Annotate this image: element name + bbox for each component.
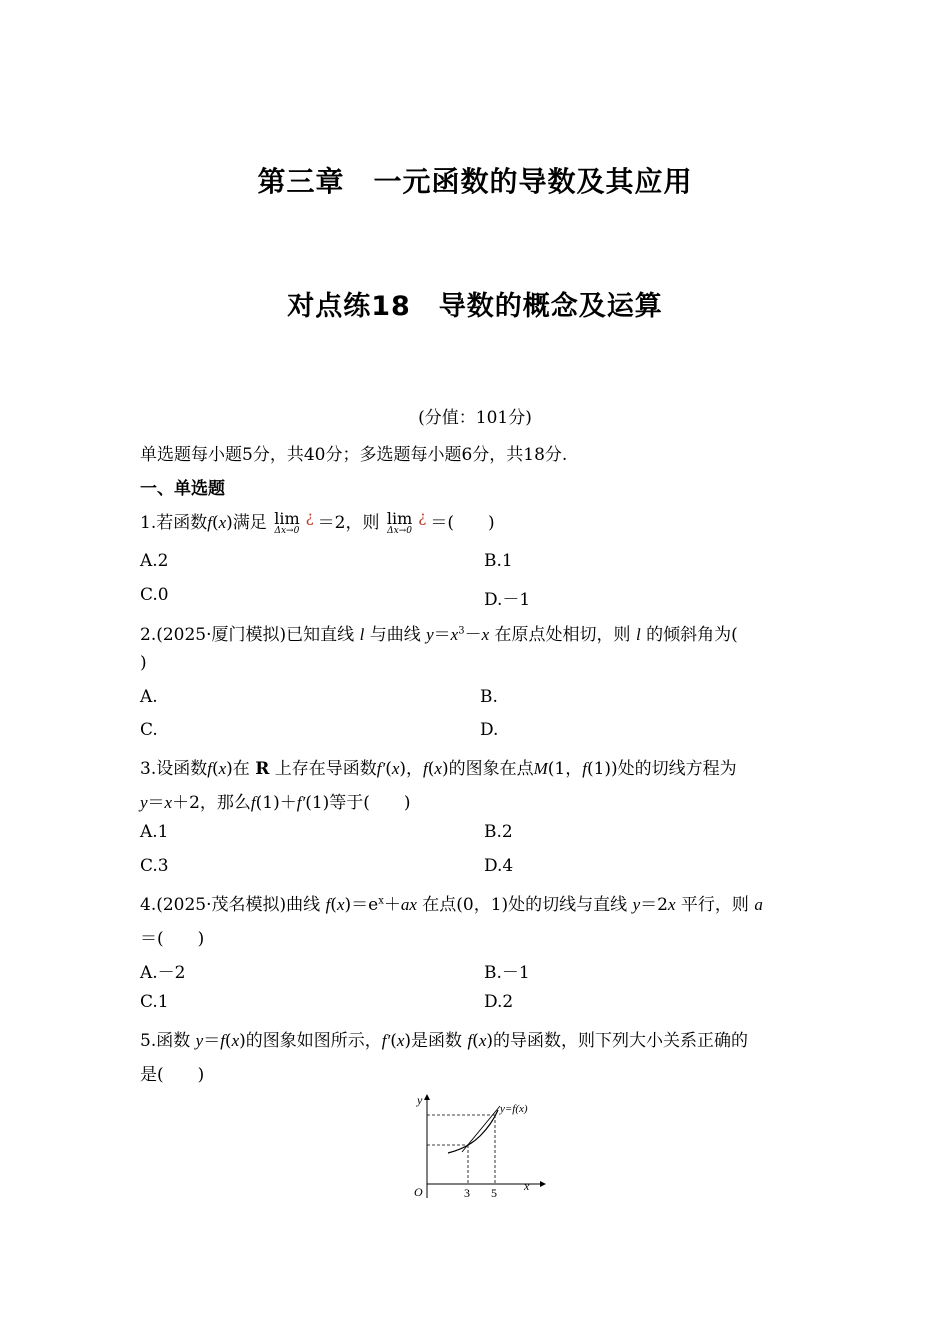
q2-option-a: A. <box>140 687 158 707</box>
score-info: (分值：101分) <box>418 408 532 428</box>
instructions: 单选题每小题5分，共40分；多选题每小题6分，共18分. <box>140 445 568 465</box>
question-2: 2.(2025·厦门模拟)已知直线 l 与曲线 $y=x^3-x$ 在原点处相切，则 l 的倾斜角为( <box>140 625 738 645</box>
question-4: 4.(2025·茂名模拟)曲线 $f(x)=e^x+ax$ 在点(0，1)处的切线与直线 y＝2x 平行，则 a <box>140 895 763 915</box>
question-3: 3.设函数f(x)在 R 上存在导函数f′(x)，f(x)的图象在点M(1，f(1))处的切线方程为 <box>140 759 737 779</box>
q1-option-c: C.0 <box>140 585 169 605</box>
q4-option-c: C.1 <box>140 992 169 1012</box>
q3-option-d: D.4 <box>484 856 514 876</box>
q3-option-c: C.3 <box>140 856 169 876</box>
q1-option-a: A.2 <box>140 551 169 571</box>
tick-label-3: 3 <box>464 1186 470 1200</box>
question-5-line-2: 是( ) <box>140 1065 205 1085</box>
curve-label: y=f(x) <box>500 1103 528 1115</box>
question-1: 1.若函数f(x)满足 lim Δx→0 ¿ ＝2，则 lim Δx→0 ¿ ＝( ) <box>140 508 495 536</box>
q1-option-b: B.1 <box>484 551 513 571</box>
q2-option-b: B. <box>480 687 498 707</box>
q4-option-d: D.2 <box>484 992 514 1012</box>
q3-option-b: B.2 <box>484 822 513 842</box>
section-title: 对点练18 导数的概念及运算 <box>287 291 663 322</box>
function-curve <box>448 1110 498 1153</box>
x-axis-label: x <box>524 1179 530 1193</box>
function-graph <box>400 1088 550 1200</box>
q4-option-b: B.－1 <box>484 963 530 983</box>
question-4-line-2: ＝( ) <box>140 929 205 949</box>
broken-formula-mark-2: ¿ <box>418 508 427 526</box>
y-axis-arrow-icon <box>424 1094 430 1100</box>
y-axis-label: y <box>417 1093 423 1107</box>
q2-option-d: D. <box>480 720 499 740</box>
broken-formula-mark-1: ¿ <box>305 508 314 526</box>
q1-option-d: D.－1 <box>484 590 531 610</box>
q3-option-a: A.1 <box>140 822 169 842</box>
chapter-title: 第三章 一元函数的导数及其应用 <box>257 165 693 198</box>
origin-label: O <box>414 1185 423 1199</box>
x-axis-arrow-icon <box>540 1181 546 1187</box>
limit-expression-2: lim Δx→0 <box>386 509 413 536</box>
question-5: 5.函数 y＝f(x)的图象如图所示，f′(x)是函数 f(x)的导函数，则下列大小关系正确的 <box>140 1031 748 1051</box>
tick-label-5: 5 <box>491 1186 497 1200</box>
q4-option-a: A.－2 <box>140 963 186 983</box>
question-2-line-2: ) <box>140 653 147 673</box>
section-heading-single-choice: 一、单选题 <box>140 479 225 499</box>
question-3-line-2: y＝x＋2，那么f(1)＋f′(1)等于( ) <box>140 793 411 813</box>
q2-option-c: C. <box>140 720 158 740</box>
limit-expression-1: lim Δx→0 <box>274 509 300 536</box>
